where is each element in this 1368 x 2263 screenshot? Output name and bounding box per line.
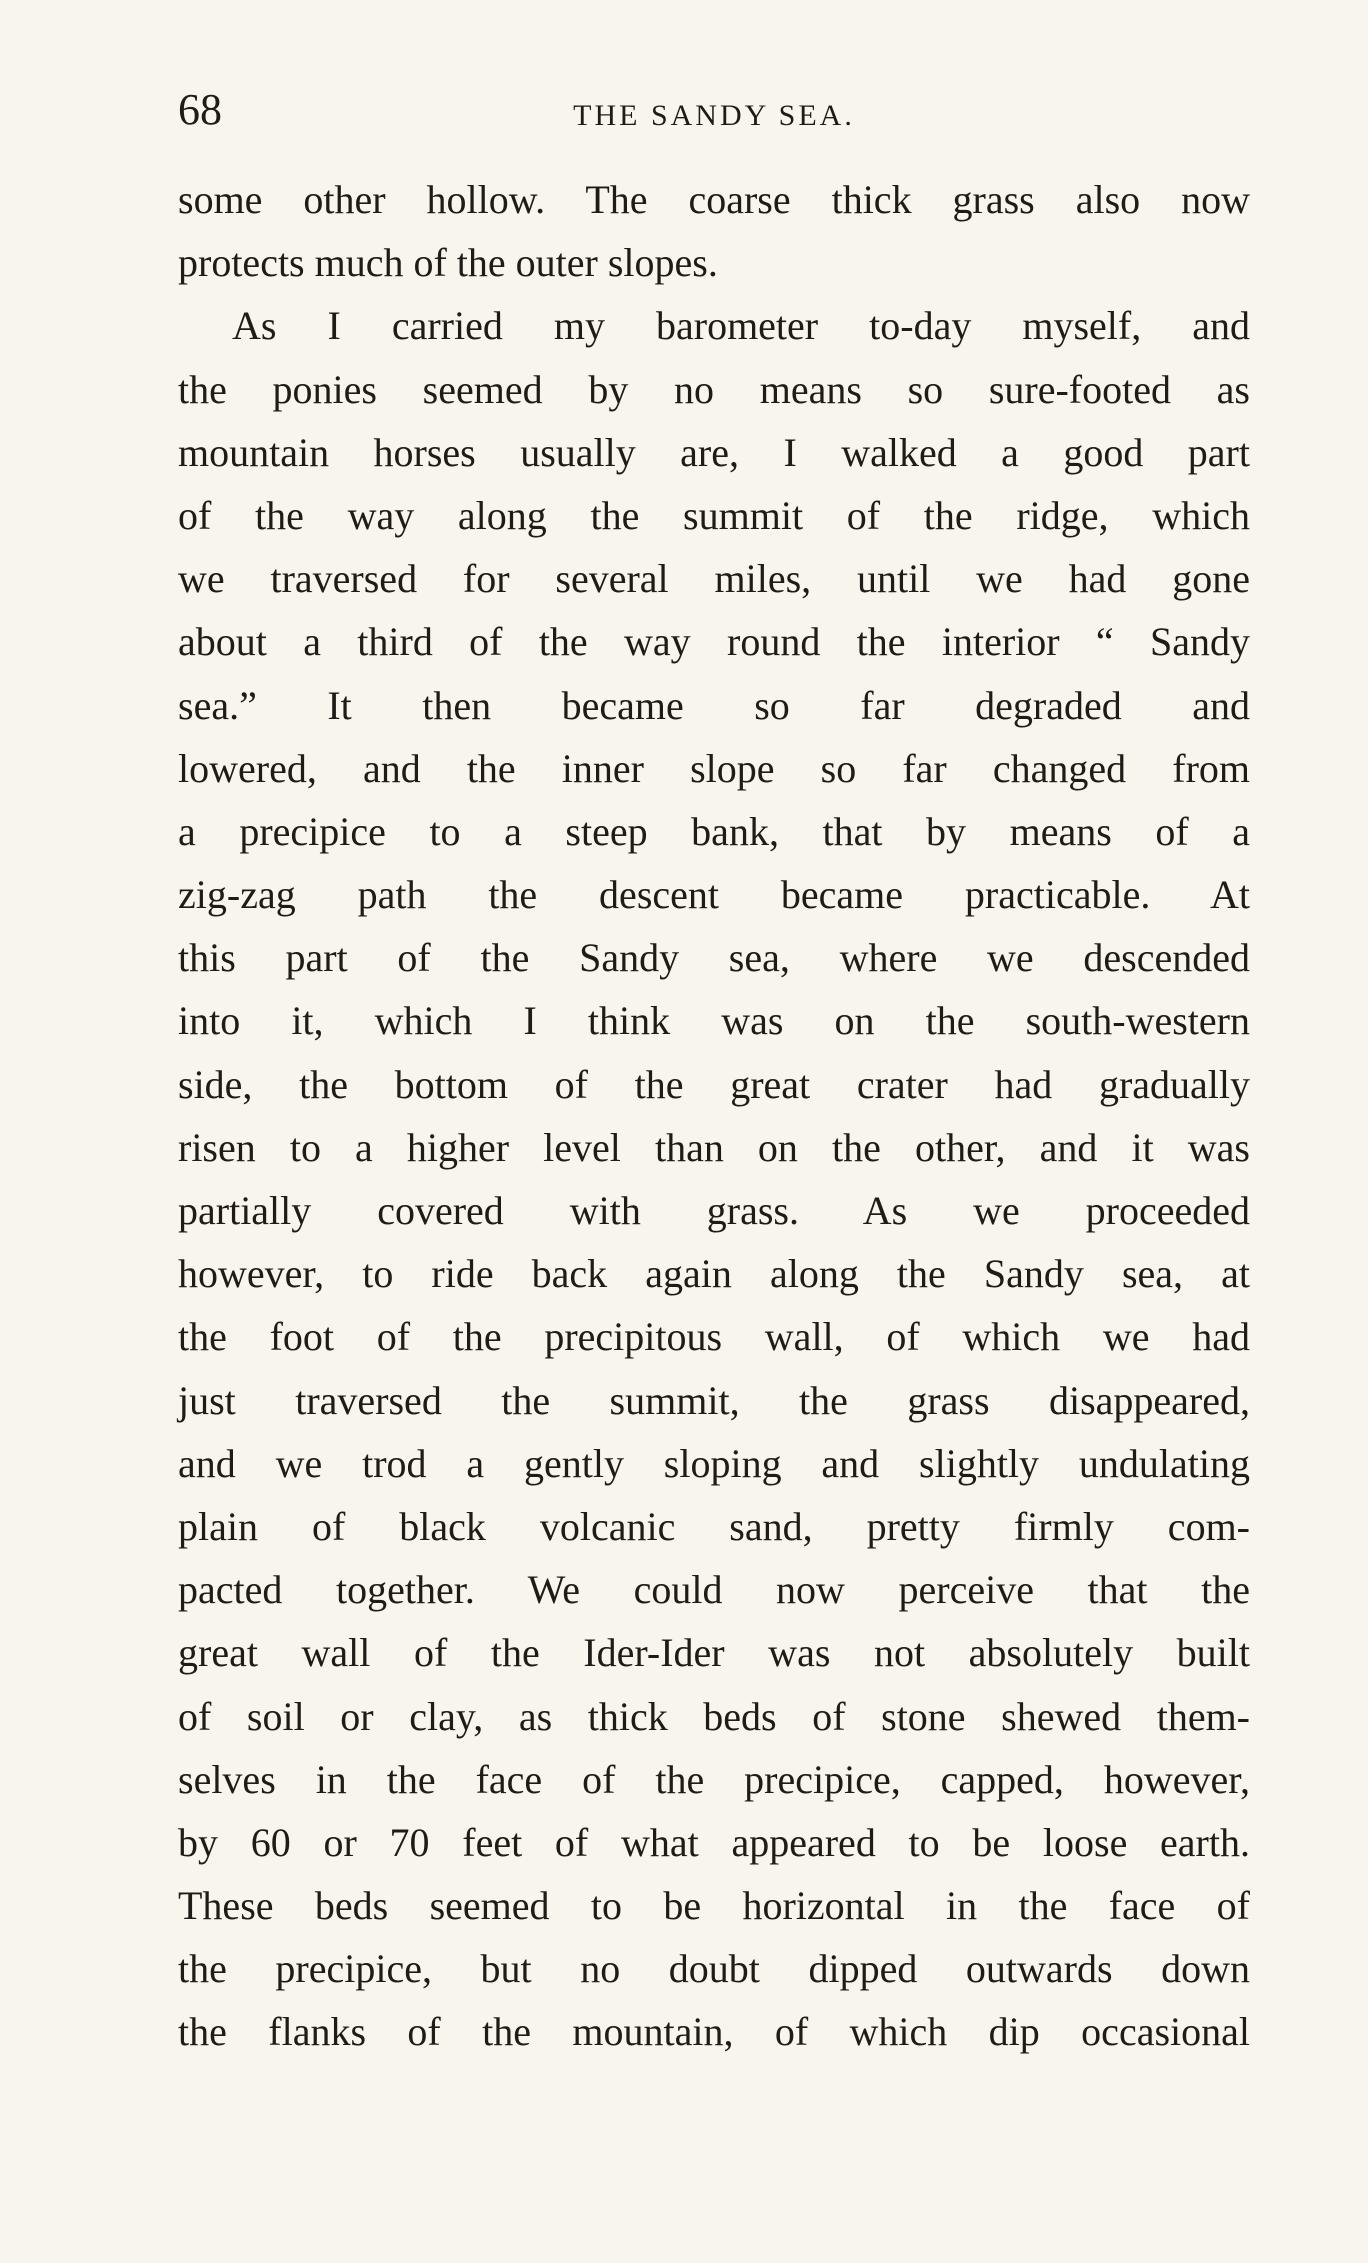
text-line: partially covered with grass. As we proceeded bbox=[178, 1188, 1250, 1233]
text-line: about a third of the way round the interior “ Sandy bbox=[178, 619, 1250, 665]
text-line: and we trod a gently sloping and slightly undulating bbox=[178, 1440, 1250, 1486]
text-line: a precipice to a steep bank, that by means of a bbox=[178, 808, 1250, 854]
text-line: the ponies seemed by no means so sure-footed as bbox=[178, 366, 1250, 412]
page-header bbox=[178, 80, 1250, 140]
text-line: sea.” It then became so far degraded and bbox=[178, 682, 1250, 728]
text-line: risen to a higher level than on the other, and it was bbox=[178, 1124, 1250, 1170]
body-text bbox=[178, 168, 1250, 2064]
text-line: great wall of the Ider-Ider was not absolutely built bbox=[178, 1630, 1250, 1676]
text-line: we traversed for several miles, until we had gone bbox=[178, 556, 1250, 602]
text-line: this part of the Sandy sea, where we descended bbox=[178, 935, 1250, 981]
page-number: 68 bbox=[178, 85, 222, 134]
text-line: the precipice, but no doubt dipped outwards down bbox=[178, 1946, 1250, 1992]
text-line: selves in the face of the precipice, capped, however, bbox=[178, 1756, 1250, 1802]
text-line: by 60 or 70 feet of what appeared to be loose earth. bbox=[178, 1819, 1250, 1865]
text-line: plain of black volcanic sand, pretty firmly com- bbox=[178, 1503, 1250, 1549]
text-line: As I carried my barometer to-day myself, and bbox=[232, 303, 1250, 349]
text-line: pacted together. We could now perceive that the bbox=[178, 1567, 1250, 1613]
text-line: the foot of the precipitous wall, of which we had bbox=[178, 1314, 1250, 1360]
text-line: however, to ride back again along the Sandy sea, at bbox=[178, 1251, 1250, 1297]
running-title: THE SANDY SEA. bbox=[573, 99, 855, 132]
text-line: zig-zag path the descent became practicable. At bbox=[178, 872, 1250, 918]
text-line: protects much of the outer slopes. bbox=[178, 240, 718, 286]
text-line: These beds seemed to be horizontal in the face of bbox=[178, 1883, 1250, 1929]
text-line: some other hollow. The coarse thick grass also now bbox=[178, 177, 1250, 222]
text-line: of soil or clay, as thick beds of stone shewed them- bbox=[178, 1693, 1250, 1739]
text-line: of the way along the summit of the ridge, which bbox=[178, 492, 1250, 538]
text-line: side, the bottom of the great crater had gradually bbox=[178, 1061, 1250, 1107]
text-line: the flanks of the mountain, of which dip occasional bbox=[178, 2009, 1250, 2055]
text-line: just traversed the summit, the grass disappeared, bbox=[178, 1377, 1250, 1423]
text-line: into it, which I think was on the south-western bbox=[178, 998, 1250, 1044]
text-line: mountain horses usually are, I walked a good part bbox=[178, 429, 1250, 475]
text-line: lowered, and the inner slope so far changed from bbox=[178, 745, 1250, 791]
